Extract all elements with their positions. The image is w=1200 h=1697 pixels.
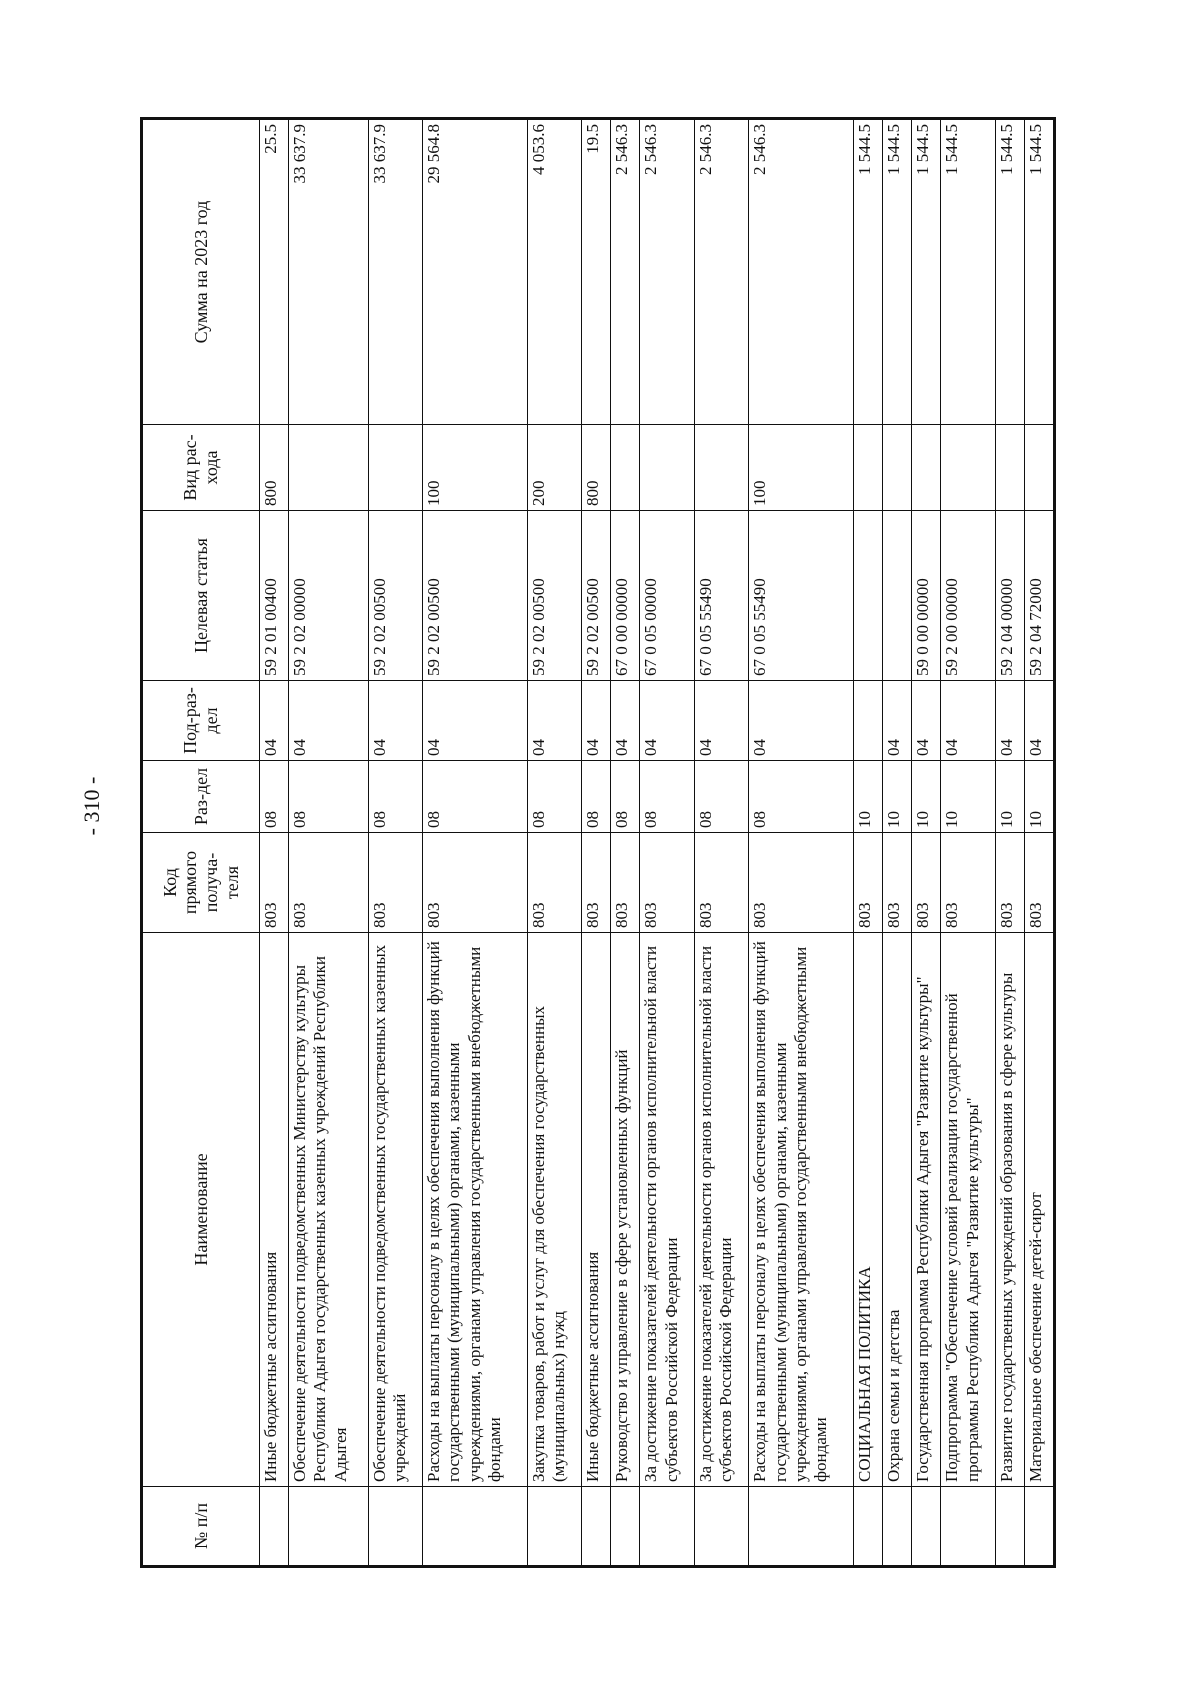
cell-name: Руководство и управление в сфере установленных функций xyxy=(611,933,640,1487)
cell-expense xyxy=(941,425,995,511)
cell-num xyxy=(749,1487,854,1567)
cell-section: 08 xyxy=(611,761,640,833)
cell-subsection: 04 xyxy=(528,681,582,761)
cell-code: 803 xyxy=(941,833,995,933)
table-row xyxy=(941,119,995,1567)
cell-name: Обеспечение деятельности подведомственных Министерству культуры Республики Адыгея государственных казенных учреждений Республики Адыгея xyxy=(289,933,369,1487)
cell-expense xyxy=(1024,425,1054,511)
cell-code: 803 xyxy=(423,833,528,933)
cell-section: 08 xyxy=(749,761,854,833)
cell-code: 803 xyxy=(995,833,1024,933)
table-row xyxy=(260,119,289,1567)
cell-num xyxy=(941,1487,995,1567)
cell-target: 59 2 04 00000 xyxy=(995,511,1024,681)
header-expense: Вид рас-хода xyxy=(142,425,260,511)
cell-section: 08 xyxy=(694,761,748,833)
cell-amount: 33 637.9 xyxy=(289,119,369,425)
table-row xyxy=(640,119,694,1567)
cell-section: 10 xyxy=(1024,761,1054,833)
cell-target: 59 2 01 00400 xyxy=(260,511,289,681)
cell-target xyxy=(854,511,883,681)
cell-section: 10 xyxy=(995,761,1024,833)
cell-amount: 1 544.5 xyxy=(995,119,1024,425)
cell-subsection: 04 xyxy=(260,681,289,761)
cell-name: Государственная программа Республики Адыгея "Развитие культуры" xyxy=(912,933,941,1487)
cell-code: 803 xyxy=(368,833,422,933)
cell-amount: 2 546.3 xyxy=(749,119,854,425)
cell-num xyxy=(289,1487,369,1567)
cell-num xyxy=(854,1487,883,1567)
table-header-row xyxy=(142,119,260,1567)
cell-code: 803 xyxy=(528,833,582,933)
table-row xyxy=(423,119,528,1567)
table-row xyxy=(749,119,854,1567)
cell-section: 10 xyxy=(941,761,995,833)
cell-name: Подпрограмма "Обеспечение условий реализации государственной программы Республики Адыгея "Развитие культуры" xyxy=(941,933,995,1487)
cell-target: 59 2 02 00000 xyxy=(289,511,369,681)
cell-target xyxy=(883,511,912,681)
cell-code: 803 xyxy=(582,833,611,933)
cell-subsection: 04 xyxy=(368,681,422,761)
cell-subsection: 04 xyxy=(995,681,1024,761)
cell-subsection: 04 xyxy=(1024,681,1054,761)
cell-section: 08 xyxy=(423,761,528,833)
cell-section: 08 xyxy=(368,761,422,833)
cell-amount: 1 544.5 xyxy=(912,119,941,425)
cell-amount: 1 544.5 xyxy=(854,119,883,425)
cell-subsection xyxy=(854,681,883,761)
cell-target: 59 2 04 72000 xyxy=(1024,511,1054,681)
cell-section: 08 xyxy=(640,761,694,833)
cell-expense: 100 xyxy=(749,425,854,511)
table-row xyxy=(1024,119,1054,1567)
cell-subsection: 04 xyxy=(611,681,640,761)
cell-subsection: 04 xyxy=(289,681,369,761)
table-row xyxy=(694,119,748,1567)
table-body xyxy=(260,119,1055,1567)
cell-num xyxy=(582,1487,611,1567)
cell-code: 803 xyxy=(694,833,748,933)
cell-num xyxy=(1024,1487,1054,1567)
cell-code: 803 xyxy=(260,833,289,933)
cell-target: 59 2 02 00500 xyxy=(582,511,611,681)
cell-target: 59 2 02 00500 xyxy=(423,511,528,681)
cell-section: 10 xyxy=(912,761,941,833)
table-row xyxy=(854,119,883,1567)
cell-code: 803 xyxy=(854,833,883,933)
cell-section: 08 xyxy=(528,761,582,833)
cell-num xyxy=(611,1487,640,1567)
cell-code: 803 xyxy=(611,833,640,933)
table-row xyxy=(582,119,611,1567)
cell-code: 803 xyxy=(1024,833,1054,933)
cell-amount: 2 546.3 xyxy=(611,119,640,425)
cell-name: Обеспечение деятельности подведомственных государственных казенных учреждений xyxy=(368,933,422,1487)
cell-name: За достижение показателей деятельности органов исполнительной власти субъектов Российской Федерации xyxy=(640,933,694,1487)
cell-expense: 100 xyxy=(423,425,528,511)
cell-expense xyxy=(694,425,748,511)
cell-subsection: 04 xyxy=(749,681,854,761)
cell-expense xyxy=(368,425,422,511)
header-code: Код прямого получа-теля xyxy=(142,833,260,933)
cell-code: 803 xyxy=(289,833,369,933)
cell-amount: 2 546.3 xyxy=(640,119,694,425)
cell-amount: 19.5 xyxy=(582,119,611,425)
cell-amount: 4 053.6 xyxy=(528,119,582,425)
table-row xyxy=(368,119,422,1567)
rotated-table-container xyxy=(140,120,1056,1568)
cell-target: 59 2 00 00000 xyxy=(941,511,995,681)
page-number: - 310 - xyxy=(79,776,104,836)
cell-name: Материальное обеспечение детей-сирот xyxy=(1024,933,1054,1487)
cell-subsection: 04 xyxy=(912,681,941,761)
cell-amount: 1 544.5 xyxy=(883,119,912,425)
cell-subsection: 04 xyxy=(941,681,995,761)
cell-num xyxy=(368,1487,422,1567)
cell-expense xyxy=(640,425,694,511)
cell-expense xyxy=(912,425,941,511)
cell-section: 08 xyxy=(582,761,611,833)
cell-expense: 800 xyxy=(260,425,289,511)
cell-num xyxy=(640,1487,694,1567)
cell-target: 67 0 05 55490 xyxy=(749,511,854,681)
cell-code: 803 xyxy=(640,833,694,933)
cell-code: 803 xyxy=(883,833,912,933)
cell-expense xyxy=(611,425,640,511)
cell-code: 803 xyxy=(912,833,941,933)
cell-subsection: 04 xyxy=(640,681,694,761)
table-row xyxy=(995,119,1024,1567)
cell-num xyxy=(912,1487,941,1567)
cell-name: Расходы на выплаты персоналу в целях обеспечения выполнения функций государственными (муниципальными) органами, казенными учреждениями, органами управления государственными внебюджетными фондами xyxy=(423,933,528,1487)
header-name: Наименование xyxy=(142,933,260,1487)
cell-subsection: 04 xyxy=(883,681,912,761)
cell-subsection: 04 xyxy=(423,681,528,761)
cell-subsection: 04 xyxy=(582,681,611,761)
cell-target: 59 2 02 00500 xyxy=(528,511,582,681)
cell-name: За достижение показателей деятельности органов исполнительной власти субъектов Российской Федерации xyxy=(694,933,748,1487)
cell-num xyxy=(260,1487,289,1567)
cell-target: 59 0 00 00000 xyxy=(912,511,941,681)
table-row xyxy=(528,119,582,1567)
cell-expense xyxy=(854,425,883,511)
header-section: Раз-дел xyxy=(142,761,260,833)
cell-amount: 33 637.9 xyxy=(368,119,422,425)
cell-target: 67 0 05 00000 xyxy=(640,511,694,681)
cell-amount: 1 544.5 xyxy=(941,119,995,425)
cell-section: 10 xyxy=(854,761,883,833)
cell-amount: 1 544.5 xyxy=(1024,119,1054,425)
cell-name: Расходы на выплаты персоналу в целях обеспечения выполнения функций государственными (муниципальными) органами, казенными учреждениями, органами управления государственными внебюджетными фондами xyxy=(749,933,854,1487)
cell-num xyxy=(528,1487,582,1567)
cell-num xyxy=(694,1487,748,1567)
cell-target: 67 0 05 55490 xyxy=(694,511,748,681)
cell-expense xyxy=(995,425,1024,511)
cell-expense: 200 xyxy=(528,425,582,511)
table-row xyxy=(289,119,369,1567)
budget-table xyxy=(140,117,1056,1568)
table-row xyxy=(883,119,912,1567)
cell-section: 08 xyxy=(260,761,289,833)
cell-section: 08 xyxy=(289,761,369,833)
cell-expense xyxy=(289,425,369,511)
header-subsection: Под-раз-дел xyxy=(142,681,260,761)
cell-num xyxy=(423,1487,528,1567)
cell-name: Иные бюджетные ассигнования xyxy=(582,933,611,1487)
cell-subsection: 04 xyxy=(694,681,748,761)
cell-amount: 29 564.8 xyxy=(423,119,528,425)
cell-name: Закупка товаров, работ и услуг для обеспечения государственных (муниципальных) нужд xyxy=(528,933,582,1487)
table-row xyxy=(912,119,941,1567)
cell-amount: 2 546.3 xyxy=(694,119,748,425)
cell-expense xyxy=(883,425,912,511)
cell-expense: 800 xyxy=(582,425,611,511)
cell-target: 59 2 02 00500 xyxy=(368,511,422,681)
cell-target: 67 0 00 00000 xyxy=(611,511,640,681)
cell-num xyxy=(995,1487,1024,1567)
cell-name: Развитие государственных учреждений образования в сфере культуры xyxy=(995,933,1024,1487)
cell-name: СОЦИАЛЬНАЯ ПОЛИТИКА xyxy=(854,933,883,1487)
header-num: № п/п xyxy=(142,1487,260,1567)
table-row xyxy=(611,119,640,1567)
header-amount: Сумма на 2023 год xyxy=(142,119,260,425)
cell-name: Охрана семьи и детства xyxy=(883,933,912,1487)
cell-name: Иные бюджетные ассигнования xyxy=(260,933,289,1487)
cell-section: 10 xyxy=(883,761,912,833)
cell-num xyxy=(883,1487,912,1567)
cell-code: 803 xyxy=(749,833,854,933)
header-target: Целевая статья xyxy=(142,511,260,681)
cell-amount: 25.5 xyxy=(260,119,289,425)
